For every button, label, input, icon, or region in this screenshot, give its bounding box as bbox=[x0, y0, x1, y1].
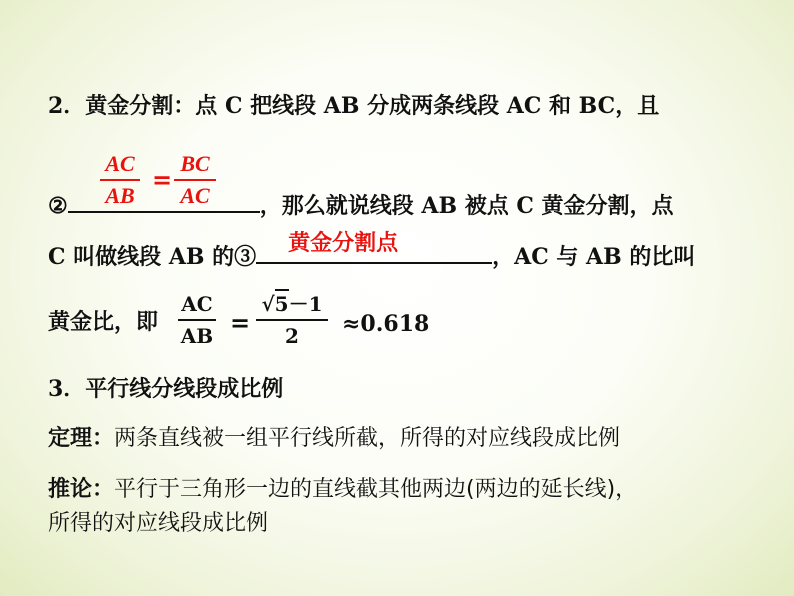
golden-section-line-3-start: C 叫做线段 AB 的③ bbox=[48, 244, 257, 270]
golden-section-line-1 bbox=[48, 92, 659, 120]
answer-blank-2 bbox=[68, 189, 260, 213]
red-equals-sign: = bbox=[152, 165, 173, 194]
red-ratio-numerator-2: BC bbox=[180, 151, 210, 176]
golden-fraction-bar bbox=[256, 319, 328, 321]
corollary-line-1 bbox=[48, 475, 637, 504]
red-ratio-denominator-2: AC bbox=[180, 183, 210, 208]
corollary-label: 推论： bbox=[48, 476, 115, 502]
fraction-ac-over-ab bbox=[178, 290, 216, 350]
golden-numerator bbox=[256, 290, 328, 318]
corollary-text-1: 平行于三角形一边的直线截其他两边(两边的延长线)， bbox=[114, 477, 638, 502]
golden-section-intro-text: 2．黄金分割：点 C 把线段 AB 分成两条线段 AC 和 BC，且 bbox=[48, 93, 660, 119]
section-3-heading: 3．平行线分线段成比例 bbox=[48, 376, 284, 402]
red-ratio-denominator-1: AB bbox=[105, 183, 135, 208]
fraction-bar bbox=[178, 319, 216, 321]
equals-sign: = bbox=[230, 308, 251, 337]
approx-value: ≈0.618 bbox=[342, 311, 430, 337]
square-root-icon: √ bbox=[261, 292, 275, 316]
minus-one: －1 bbox=[288, 292, 323, 316]
theorem-label: 定理： bbox=[48, 425, 115, 451]
golden-denominator: 2 bbox=[285, 324, 299, 348]
fraction-denominator-ab: AB bbox=[180, 324, 214, 348]
answer-golden-section-point: 黄金分割点 bbox=[288, 231, 399, 256]
answer-blank-3 bbox=[256, 231, 492, 264]
golden-section-line-3 bbox=[48, 231, 696, 271]
golden-ratio-label-line bbox=[48, 308, 158, 336]
red-fraction-bar-2 bbox=[174, 179, 216, 181]
radicand: 5 bbox=[275, 289, 289, 316]
fraction-numerator-ac: AC bbox=[181, 292, 213, 316]
red-fraction-bar-1 bbox=[100, 179, 140, 181]
golden-ratio-label: 黄金比，即 bbox=[48, 309, 159, 335]
corollary-text-2: 所得的对应线段成比例 bbox=[48, 511, 269, 536]
golden-section-line-2-text: ，那么就说线段 AB 被点 C 黄金分割，点 bbox=[259, 193, 674, 219]
theorem-text: 两条直线被一组平行线所截，所得的对应线段成比例 bbox=[114, 426, 621, 451]
red-ratio-numerator-1: AC bbox=[105, 151, 135, 176]
theorem-line bbox=[48, 424, 620, 453]
golden-section-line-2 bbox=[48, 189, 674, 220]
fraction-golden-value bbox=[256, 290, 328, 350]
blank-marker-2: ② bbox=[48, 193, 68, 219]
golden-section-line-3-text: ，AC 与 AB 的比叫 bbox=[492, 244, 696, 270]
